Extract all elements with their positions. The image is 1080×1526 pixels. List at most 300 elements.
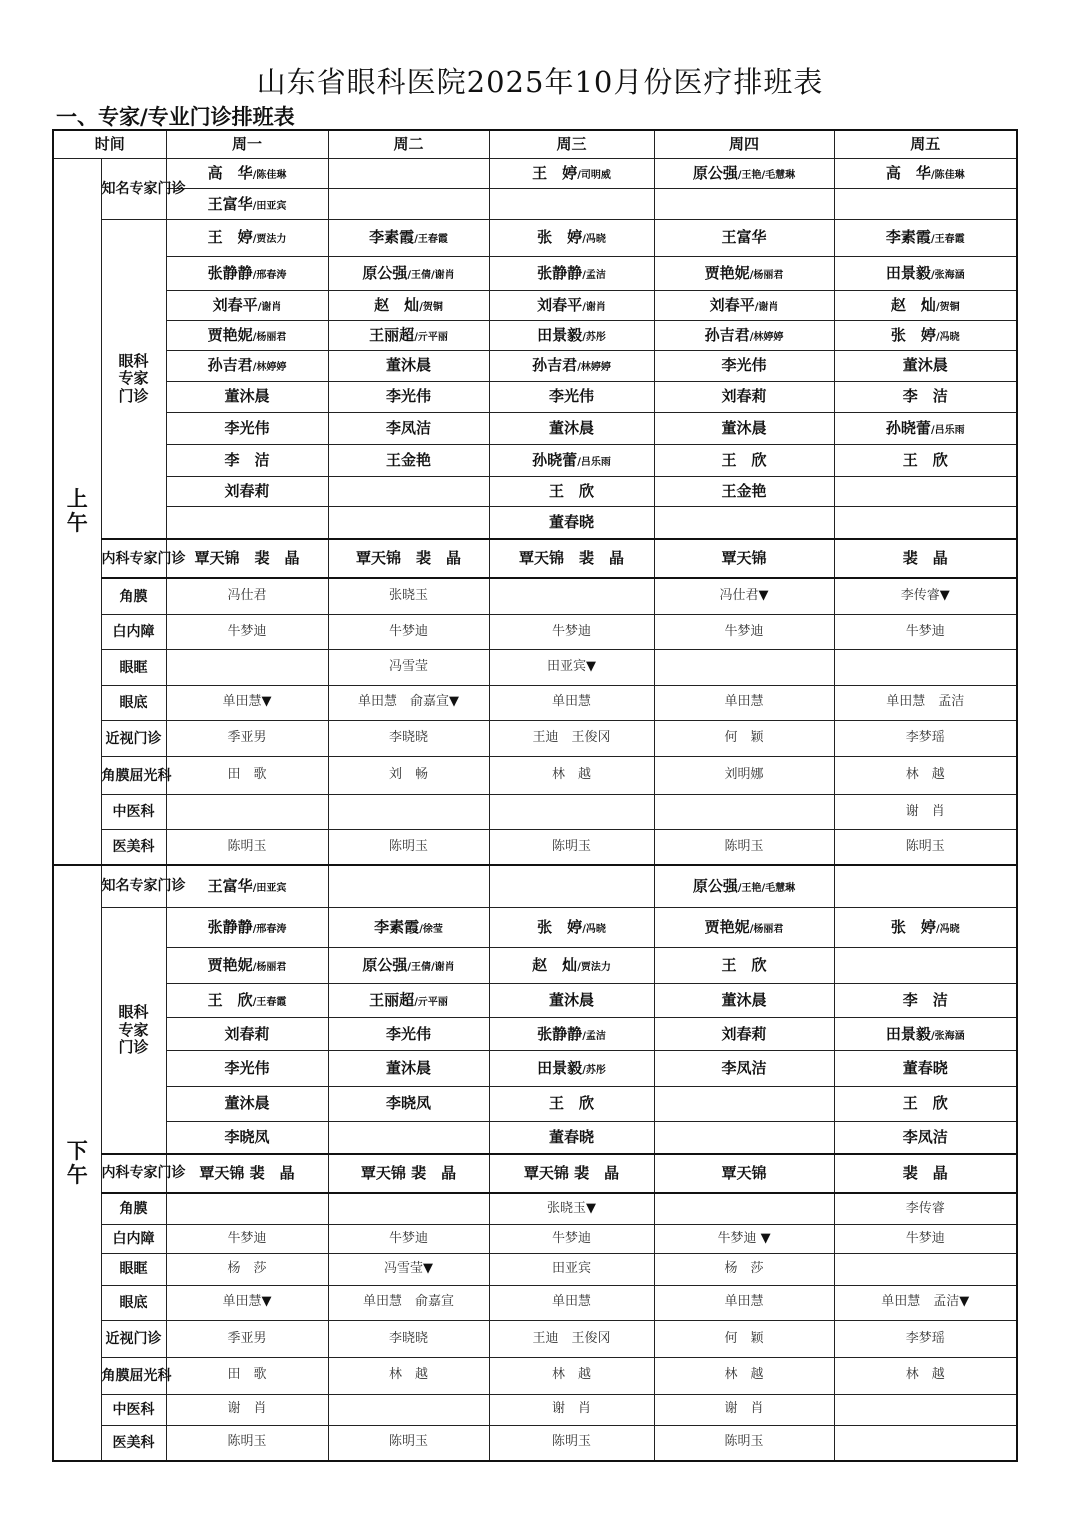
doctor-name: 王丽超 <box>369 325 415 344</box>
specialty-cell: 单田慧 俞嘉宣▼ <box>328 685 489 720</box>
expert-cell <box>834 158 1017 188</box>
expert-cell <box>166 321 328 350</box>
expert-cell <box>489 476 654 506</box>
dept-famous-experts: 知名专家门诊 <box>101 158 166 220</box>
expert-cell <box>328 189 489 220</box>
assistant-names: /苏彤 <box>582 1064 606 1076</box>
specialty-cell: 单田慧 <box>489 685 654 720</box>
expert-cell <box>166 256 328 290</box>
doctor-name: 李光伟 <box>549 387 595 406</box>
assistant-names: /王艳/毛慧琳 <box>737 882 796 894</box>
assistant-names: /冯晓 <box>935 331 960 343</box>
expert-cell <box>654 381 834 412</box>
expert-cell <box>654 445 834 476</box>
expert-cell <box>489 1051 654 1086</box>
expert-cell <box>834 350 1017 381</box>
specialty-cell: 杨 莎 <box>166 1254 328 1285</box>
expert-cell <box>166 291 328 321</box>
specialty-cell <box>328 1193 489 1224</box>
marker-triangle-icon: ▼ <box>586 659 597 675</box>
half-day-label <box>53 865 101 1461</box>
expert-cell <box>489 350 654 381</box>
half-day-text: 上 <box>66 486 88 512</box>
dept-text: 门诊 <box>118 1037 149 1056</box>
doctor-name: 张静静 <box>207 917 253 936</box>
assistant-names: /徐莹 <box>419 923 443 935</box>
assistant-names: /杨丽君 <box>252 331 287 343</box>
doctor-name: 刘春莉 <box>224 1024 270 1043</box>
doctor-name: 董春晓 <box>549 1127 595 1146</box>
doctor-name: 王富华 <box>207 194 253 213</box>
doctor-name: 刘春平 <box>537 296 583 315</box>
assistant-names: /贾法力 <box>577 961 611 973</box>
expert-cell <box>328 865 489 907</box>
dept-eye-experts <box>101 907 166 1153</box>
doctor-name: 赵 灿 <box>890 296 936 315</box>
expert-cell <box>489 321 654 350</box>
expert-cell <box>654 158 834 188</box>
assistant-names: /冯晓 <box>582 923 606 935</box>
specialty-cell: 陈明玉 <box>328 830 489 865</box>
doctor-name: 王 欣 <box>549 1094 595 1113</box>
assistant-names: /王艳/毛慧琳 <box>737 169 796 181</box>
dept-specialty: 角膜屈光科 <box>101 1358 166 1394</box>
specialty-cell <box>834 1394 1017 1425</box>
doctor-name: 赵 灿 <box>532 955 578 974</box>
doctor-name: 高 华 <box>207 163 253 182</box>
specialty-cell: 杨 莎 <box>654 1254 834 1285</box>
specialty-cell: 陈明玉 <box>166 830 328 865</box>
expert-cell <box>166 413 328 445</box>
expert-cell <box>166 350 328 381</box>
internal-cell: 覃天锦 裴 晶 <box>328 539 489 578</box>
half-day-text: 下 <box>66 1137 88 1163</box>
header-day: 周四 <box>654 130 834 158</box>
specialty-cell: 陈明玉 <box>654 830 834 865</box>
half-day-text: 午 <box>66 1162 88 1187</box>
expert-cell <box>654 948 834 983</box>
expert-cell <box>489 983 654 1017</box>
dept-text: 专家 <box>118 1020 149 1039</box>
specialty-cell: 张晓玉▼ <box>489 1193 654 1224</box>
expert-cell <box>489 1121 654 1153</box>
assistant-names: /王春霞 <box>930 234 965 246</box>
doctor-name: 原公强 <box>362 263 408 282</box>
doctor-name: 田景毅 <box>537 325 583 344</box>
doctor-name: 李光伟 <box>386 1024 432 1043</box>
specialty-cell <box>654 1193 834 1224</box>
doctor-name: 李晓凤 <box>224 1127 270 1146</box>
specialty-cell: 陈明玉 <box>489 1425 654 1461</box>
assistant-names: /邢春涛 <box>252 923 287 935</box>
specialty-cell: 牛梦迪 <box>834 615 1017 650</box>
expert-cell <box>654 291 834 321</box>
expert-cell <box>166 948 328 983</box>
specialty-cell: 田亚宾▼ <box>489 650 654 685</box>
specialty-cell <box>489 578 654 614</box>
expert-cell <box>654 350 834 381</box>
assistant-names: /田亚宾 <box>252 882 287 894</box>
doctor-name: 贾艳妮 <box>704 263 750 282</box>
specialty-cell: 季亚男 <box>166 1320 328 1357</box>
dept-eye-experts <box>101 220 166 539</box>
dept-internal-medicine: 内科专家门诊 <box>101 1154 166 1193</box>
specialty-cell: 谢 肖 <box>834 794 1017 829</box>
doctor-name: 刘春莉 <box>721 1024 767 1043</box>
expert-cell <box>654 476 834 506</box>
expert-cell <box>834 1121 1017 1153</box>
assistant-names: /田亚宾 <box>252 200 287 212</box>
specialty-cell: 林 越 <box>328 1358 489 1394</box>
specialty-cell: 冯仕君 <box>166 578 328 614</box>
doctor-name: 贾艳妮 <box>704 917 750 936</box>
doctor-name: 王 欣 <box>207 990 253 1009</box>
expert-cell <box>834 1051 1017 1086</box>
expert-cell <box>166 220 328 256</box>
dept-text: 门诊 <box>118 386 149 405</box>
doctor-name: 王 欣 <box>902 1094 948 1113</box>
specialty-cell: 单田慧▼ <box>166 685 328 720</box>
doctor-name: 李光伟 <box>224 419 270 438</box>
expert-cell <box>328 381 489 412</box>
assistant-names: /王倩/谢肖 <box>407 961 455 973</box>
doctor-name: 董沐晨 <box>224 387 270 406</box>
expert-cell <box>166 1086 328 1121</box>
dept-specialty: 中医科 <box>101 794 166 829</box>
expert-cell <box>328 321 489 350</box>
marker-triangle-icon: ▼ <box>586 1200 597 1216</box>
dept-text: 眼科 <box>118 352 149 371</box>
expert-cell <box>328 256 489 290</box>
specialty-cell: 单田慧▼ <box>166 1285 328 1320</box>
doctor-name: 李凤洁 <box>902 1127 948 1146</box>
expert-cell <box>166 983 328 1017</box>
specialty-cell: 单田慧 <box>654 685 834 720</box>
dept-specialty: 眼眶 <box>101 1254 166 1285</box>
doctor-name: 张 婷 <box>537 228 583 247</box>
specialty-cell: 刘明娜 <box>654 757 834 794</box>
dept-specialty: 医美科 <box>101 1425 166 1461</box>
specialty-cell: 冯雪莹 <box>328 650 489 685</box>
specialty-cell: 牛梦迪 <box>328 615 489 650</box>
assistant-names: /吕乐雨 <box>930 425 965 437</box>
specialty-cell: 王迪 王俊冈 <box>489 1320 654 1357</box>
doctor-name: 李素霞 <box>885 228 931 247</box>
expert-cell <box>166 476 328 506</box>
doctor-name: 孙吉君 <box>207 356 253 375</box>
specialty-cell: 林 越 <box>654 1358 834 1394</box>
specialty-cell <box>328 794 489 829</box>
doctor-name: 张 婷 <box>890 325 936 344</box>
assistant-names: /谢肖 <box>257 302 282 314</box>
doctor-name: 孙晓蕾 <box>885 419 931 438</box>
doctor-name: 贾艳妮 <box>207 325 253 344</box>
specialty-cell: 田 歌 <box>166 1358 328 1394</box>
doctor-name: 李光伟 <box>386 387 432 406</box>
dept-specialty: 角膜屈光科 <box>101 757 166 794</box>
expert-cell <box>834 1086 1017 1121</box>
doctor-name: 董春晓 <box>902 1058 948 1077</box>
specialty-cell: 李传睿 <box>834 1193 1017 1224</box>
page-title: 山东省眼科医院2025年10月份医疗排班表 <box>256 65 824 99</box>
internal-cell: 覃天锦 裴 晶 <box>328 1154 489 1193</box>
expert-cell <box>328 445 489 476</box>
expert-cell <box>166 189 328 220</box>
doctor-name: 李凤洁 <box>721 1058 767 1077</box>
assistant-names: /孟洁 <box>582 269 606 281</box>
assistant-names: /王倩/谢肖 <box>407 269 455 281</box>
expert-cell <box>489 507 654 539</box>
doctor-name: 王 婷 <box>532 163 578 182</box>
doctor-name: 李 洁 <box>902 990 948 1009</box>
specialty-cell: 牛梦迪 <box>654 615 834 650</box>
doctor-name: 李凤洁 <box>386 419 432 438</box>
expert-cell <box>328 220 489 256</box>
doctor-name: 王 欣 <box>721 451 767 469</box>
marker-triangle-icon: ▼ <box>959 1294 970 1310</box>
specialty-cell: 林 越 <box>834 1358 1017 1394</box>
expert-cell <box>654 1121 834 1153</box>
doctor-name: 王 婷 <box>207 228 253 247</box>
header-time: 时间 <box>53 130 166 158</box>
doctor-name: 董沐晨 <box>386 1058 432 1077</box>
specialty-cell: 陈明玉 <box>166 1425 328 1461</box>
doctor-name: 王金艳 <box>721 481 767 500</box>
doctor-name: 原公强 <box>692 163 738 182</box>
expert-cell <box>166 865 328 907</box>
expert-cell <box>166 907 328 947</box>
specialty-cell: 单田慧 孟洁 <box>834 685 1017 720</box>
assistant-names: /冯晓 <box>935 923 960 935</box>
expert-cell <box>328 948 489 983</box>
doctor-name: 原公强 <box>362 955 408 974</box>
dept-specialty: 眼底 <box>101 1285 166 1320</box>
schedule-table <box>52 129 1018 1462</box>
assistant-names: /陈佳琳 <box>930 169 965 181</box>
expert-cell <box>489 1017 654 1050</box>
expert-cell <box>834 189 1017 220</box>
specialty-cell: 林 越 <box>489 1358 654 1394</box>
expert-cell <box>834 381 1017 412</box>
expert-cell <box>489 381 654 412</box>
dept-specialty: 眼底 <box>101 685 166 720</box>
assistant-names: /杨丽君 <box>749 269 784 281</box>
doctor-name: 孙晓蕾 <box>532 451 578 469</box>
doctor-name: 张 婷 <box>890 917 936 936</box>
marker-triangle-icon: ▼ <box>939 588 950 604</box>
marker-triangle-icon: ▼ <box>758 588 769 604</box>
assistant-names: /谢肖 <box>754 302 779 314</box>
specialty-cell <box>489 794 654 829</box>
expert-cell <box>328 158 489 188</box>
expert-cell <box>489 907 654 947</box>
dept-specialty: 中医科 <box>101 1394 166 1425</box>
doctor-name: 李 洁 <box>902 387 948 406</box>
header-day: 周五 <box>834 130 1017 158</box>
expert-cell <box>166 445 328 476</box>
dept-famous-experts: 知名专家门诊 <box>101 865 166 907</box>
assistant-names: /杨丽君 <box>252 961 287 973</box>
doctor-name: 刘春平 <box>709 296 755 315</box>
doctor-name: 王 欣 <box>721 955 767 974</box>
assistant-names: /张海涵 <box>930 1030 965 1042</box>
expert-cell <box>328 1086 489 1121</box>
specialty-cell <box>654 650 834 685</box>
specialty-cell: 李梦瑶 <box>834 721 1017 757</box>
expert-cell <box>834 445 1017 476</box>
dept-specialty: 角膜 <box>101 578 166 614</box>
dept-specialty: 白内障 <box>101 1224 166 1253</box>
specialty-cell <box>166 650 328 685</box>
specialty-cell: 李晓晓 <box>328 1320 489 1357</box>
assistant-names: /王春霞 <box>252 996 287 1008</box>
expert-cell <box>328 291 489 321</box>
doctor-name: 董沐晨 <box>549 419 595 438</box>
expert-cell <box>166 1017 328 1050</box>
marker-triangle-icon: ▼ <box>261 1294 272 1310</box>
doctor-name: 孙吉君 <box>532 356 578 375</box>
doctor-name: 田景毅 <box>885 263 931 282</box>
internal-cell: 裴 晶 <box>834 539 1017 578</box>
assistant-names: /邢春涛 <box>252 269 287 281</box>
assistant-names: /林婷婷 <box>577 362 611 374</box>
doctor-name: 李 洁 <box>224 451 270 469</box>
doctor-name: 赵 灿 <box>374 296 420 315</box>
half-day-label <box>53 158 101 865</box>
specialty-cell <box>834 650 1017 685</box>
specialty-cell: 牛梦迪 <box>489 1224 654 1253</box>
expert-cell <box>328 907 489 947</box>
doctor-name: 张静静 <box>537 263 583 282</box>
specialty-cell: 刘 畅 <box>328 757 489 794</box>
internal-cell: 裴 晶 <box>834 1154 1017 1193</box>
header-day: 周二 <box>328 130 489 158</box>
marker-triangle-icon: ▼ <box>760 1230 771 1246</box>
doctor-name: 高 华 <box>885 163 931 182</box>
assistant-names: /吕乐雨 <box>577 457 611 468</box>
half-day-text: 午 <box>66 510 88 536</box>
specialty-cell: 林 越 <box>489 757 654 794</box>
expert-cell <box>328 413 489 445</box>
doctor-name: 王丽超 <box>369 990 415 1009</box>
specialty-cell: 张晓玉 <box>328 578 489 614</box>
specialty-cell: 陈明玉 <box>328 1425 489 1461</box>
dept-specialty: 白内障 <box>101 615 166 650</box>
internal-cell: 覃天锦 裴 晶 <box>489 539 654 578</box>
doctor-name: 董沐晨 <box>902 356 948 375</box>
assistant-names: /王春霞 <box>414 234 448 246</box>
internal-cell: 覃天锦 裴 晶 <box>166 1154 328 1193</box>
specialty-cell: 何 颖 <box>654 1320 834 1357</box>
dept-specialty: 眼眶 <box>101 650 166 685</box>
expert-cell <box>328 350 489 381</box>
specialty-cell: 牛梦迪 <box>166 1224 328 1253</box>
expert-cell <box>834 907 1017 947</box>
expert-cell <box>654 865 834 907</box>
doctor-name: 董沐晨 <box>224 1094 270 1113</box>
expert-cell <box>654 1017 834 1050</box>
specialty-cell <box>654 794 834 829</box>
dept-specialty: 角膜 <box>101 1193 166 1224</box>
doctor-name: 李光伟 <box>721 356 767 375</box>
expert-cell <box>166 381 328 412</box>
expert-cell <box>654 1051 834 1086</box>
specialty-cell: 季亚男 <box>166 721 328 757</box>
expert-cell <box>654 256 834 290</box>
expert-cell <box>654 413 834 445</box>
expert-cell <box>489 256 654 290</box>
expert-cell <box>654 983 834 1017</box>
header-day: 周三 <box>489 130 654 158</box>
marker-triangle-icon: ▼ <box>423 1260 434 1276</box>
doctor-name: 王富华 <box>207 876 253 895</box>
doctor-name: 董沐晨 <box>549 990 595 1009</box>
expert-cell <box>489 291 654 321</box>
doctor-name: 原公强 <box>692 876 738 895</box>
specialty-cell: 牛梦迪 ▼ <box>654 1224 834 1253</box>
expert-cell <box>654 907 834 947</box>
marker-triangle-icon: ▼ <box>449 694 460 710</box>
specialty-cell: 陈明玉 <box>489 830 654 865</box>
assistant-names: /谢肖 <box>582 302 606 314</box>
specialty-cell: 牛梦迪 <box>834 1224 1017 1253</box>
specialty-cell: 谢 肖 <box>166 1394 328 1425</box>
doctor-name: 刘春莉 <box>224 481 270 500</box>
expert-cell <box>834 291 1017 321</box>
expert-cell <box>328 1051 489 1086</box>
specialty-cell: 陈明玉 <box>834 830 1017 865</box>
assistant-names: /孟洁 <box>582 1030 606 1042</box>
specialty-cell: 冯雪莹▼ <box>328 1254 489 1285</box>
specialty-cell: 牛梦迪 <box>328 1224 489 1253</box>
expert-cell <box>489 1086 654 1121</box>
dept-specialty: 医美科 <box>101 830 166 865</box>
assistant-names: /冯晓 <box>582 234 606 246</box>
expert-cell <box>654 220 834 256</box>
expert-cell <box>834 413 1017 445</box>
specialty-cell: 牛梦迪 <box>166 615 328 650</box>
doctor-name: 王金艳 <box>386 451 432 469</box>
expert-cell <box>328 1017 489 1050</box>
doctor-name: 贾艳妮 <box>207 955 253 974</box>
expert-cell <box>654 189 834 220</box>
assistant-names: /张海涵 <box>930 269 965 281</box>
assistant-names: /林婷婷 <box>252 362 287 374</box>
expert-cell <box>328 476 489 506</box>
expert-cell <box>166 158 328 188</box>
specialty-cell: 李梦瑶 <box>834 1320 1017 1357</box>
doctor-name: 李光伟 <box>224 1058 270 1077</box>
expert-cell <box>489 220 654 256</box>
specialty-cell <box>834 1254 1017 1285</box>
specialty-cell: 牛梦迪 <box>489 615 654 650</box>
assistant-names: /贺铜 <box>419 302 443 314</box>
doctor-name: 董沐晨 <box>386 356 432 375</box>
doctor-name: 刘春平 <box>212 296 258 315</box>
doctor-name: 田景毅 <box>885 1024 931 1043</box>
specialty-cell: 李传睿▼ <box>834 578 1017 614</box>
specialty-cell <box>166 794 328 829</box>
expert-cell <box>489 865 654 907</box>
section-subtitle: 一、专家/专业门诊排班表 <box>56 104 295 129</box>
assistant-names: /亓平丽 <box>414 331 448 343</box>
expert-cell <box>834 983 1017 1017</box>
expert-cell <box>166 507 328 539</box>
dept-text: 眼科 <box>118 1003 149 1022</box>
specialty-cell: 单田慧 俞嘉宣 <box>328 1285 489 1320</box>
assistant-names: /贺铜 <box>935 302 960 314</box>
doctor-name: 张静静 <box>207 263 253 282</box>
